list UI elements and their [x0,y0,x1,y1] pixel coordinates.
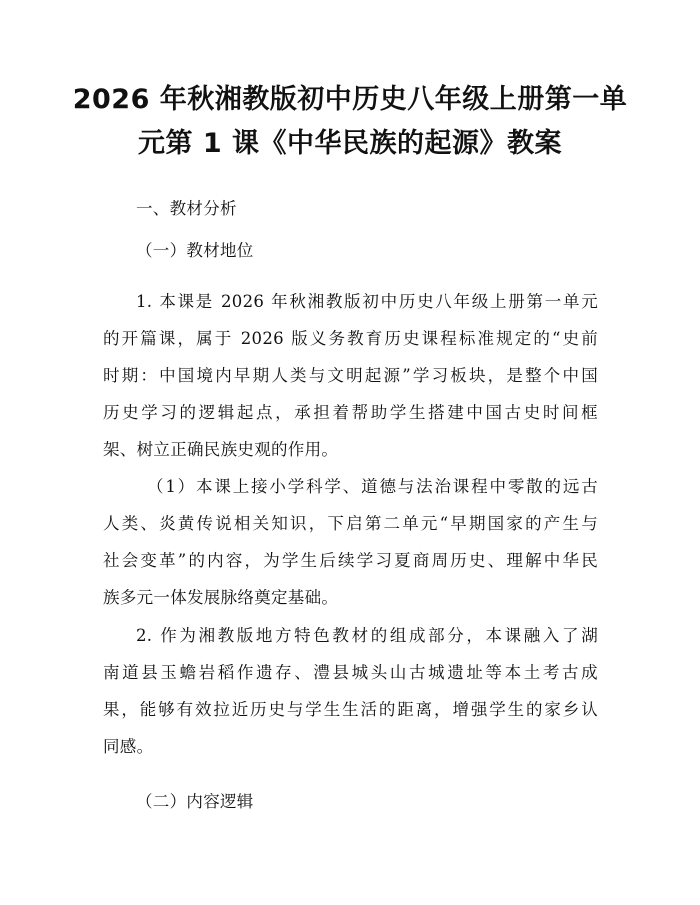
paragraph-1-line: 的开篇课，属于 2026 版义务教育历史课程标准规定的“史前 [103,329,598,348]
paragraph-1-line: 时期：中国境内早期人类与文明起源”学习板块，是整个中国 [103,366,598,385]
paragraph-1-line: 1. 本课是 2026 年秋湘教版初中历史八年级上册第一单元 [136,292,598,311]
title-line-1: 2026 年秋湘教版初中历史八年级上册第一单 [72,84,628,115]
paragraph-3 [103,617,598,765]
paragraph-2-line: （1）本课上接小学科学、道德与法治课程中零散的远古 [147,477,598,496]
subsection-heading-material-position: （一）教材地位 [136,241,254,260]
paragraph-2 [103,468,598,616]
title-line-2: 元第 1 课《中华民族的起源》教案 [137,128,563,159]
paragraph-2-line: 族多元一体发展脉络奠定基础。 [103,588,339,607]
subsection-heading-content-logic: （二）内容逻辑 [136,792,254,811]
paragraph-2-line: 社会变革”的内容，为学生后续学习夏商周历史、理解中华民 [103,551,598,570]
paragraph-1-line: 架、树立正确民族史观的作用。 [103,440,339,459]
paragraph-3-line: 同感。 [103,737,154,756]
document-title [60,78,640,166]
paragraph-3-line: 南道县玉蟾岩稻作遗存、澧县城头山古城遗址等本土考古成 [103,663,598,682]
section-heading-teaching-material-analysis: 一、教材分析 [136,199,237,218]
paragraph-2-line: 人类、炎黄传说相关知识，下启第二单元“早期国家的产生与 [103,514,598,533]
paragraph-3-line: 2. 作为湘教版地方特色教材的组成部分，本课融入了湖 [136,626,598,645]
paragraph-1-line: 历史学习的逻辑起点，承担着帮助学生搭建中国古史时间框 [103,403,598,422]
paragraph-3-line: 果，能够有效拉近历史与学生生活的距离，增强学生的家乡认 [103,700,598,719]
paragraph-1 [103,283,598,468]
